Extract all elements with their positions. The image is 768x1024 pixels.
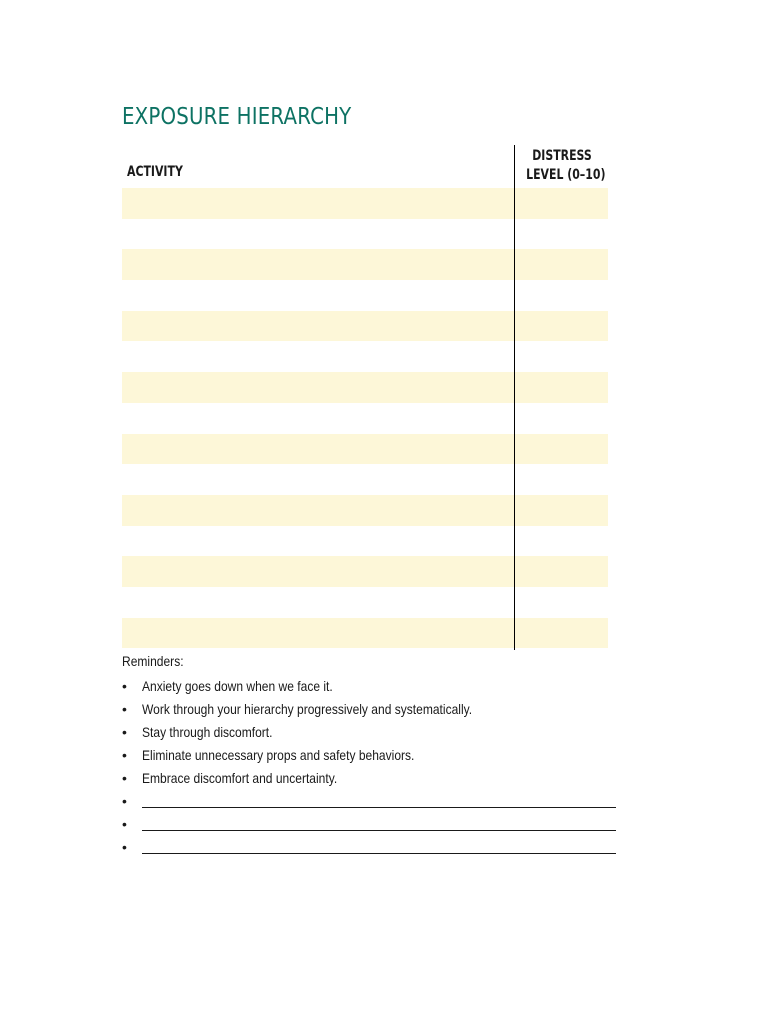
table-row[interactable] (122, 188, 608, 219)
table-row[interactable] (122, 526, 608, 557)
table-row[interactable] (122, 403, 608, 434)
distress-header-line-2: LEVEL (0–10) (526, 167, 606, 183)
bullet-icon: • (122, 701, 127, 717)
reminder-item (122, 699, 612, 722)
table-row[interactable] (122, 434, 608, 465)
table-row[interactable] (122, 219, 608, 250)
bullet-icon: • (122, 747, 127, 763)
bullet-icon: • (122, 839, 127, 855)
reminder-item (122, 676, 612, 699)
reminder-item (122, 768, 612, 791)
distress-level-column-header (516, 147, 608, 185)
table-row[interactable] (122, 280, 608, 311)
bullet-icon: • (122, 678, 127, 694)
reminder-text: Work through your hierarchy progressively and systematically. (142, 701, 473, 717)
table-row[interactable] (122, 249, 608, 280)
reminder-item (122, 722, 612, 745)
page-title: EXPOSURE HIERARCHY (122, 104, 352, 130)
reminders-label: Reminders: (122, 653, 184, 669)
reminder-text: Eliminate unnecessary props and safety behaviors. (142, 747, 415, 763)
bullet-icon: • (122, 816, 127, 832)
table-row[interactable] (122, 464, 608, 495)
reminder-text: Anxiety goes down when we face it. (142, 678, 333, 694)
blank-reminder-item[interactable] (122, 791, 612, 814)
hierarchy-table (122, 188, 608, 648)
bullet-icon: • (122, 770, 127, 786)
blank-reminder-item[interactable] (122, 814, 612, 837)
reminder-item (122, 745, 612, 768)
distress-header-line-1: DISTRESS (532, 148, 592, 164)
table-row[interactable] (122, 495, 608, 526)
blank-reminder-item[interactable] (122, 837, 612, 860)
bullet-icon: • (122, 724, 127, 740)
blank-fill-line[interactable] (142, 830, 616, 831)
table-row[interactable] (122, 556, 608, 587)
table-row[interactable] (122, 372, 608, 403)
table-row[interactable] (122, 311, 608, 342)
table-row[interactable] (122, 341, 608, 372)
activity-column-header: ACTIVITY (127, 164, 183, 180)
table-row[interactable] (122, 618, 608, 649)
reminder-text: Stay through discomfort. (142, 724, 273, 740)
table-row[interactable] (122, 587, 608, 618)
reminders-list (122, 676, 612, 860)
bullet-icon: • (122, 793, 127, 809)
blank-fill-line[interactable] (142, 807, 616, 808)
column-divider (514, 145, 515, 650)
blank-fill-line[interactable] (142, 853, 616, 854)
reminder-text: Embrace discomfort and uncertainty. (142, 770, 338, 786)
